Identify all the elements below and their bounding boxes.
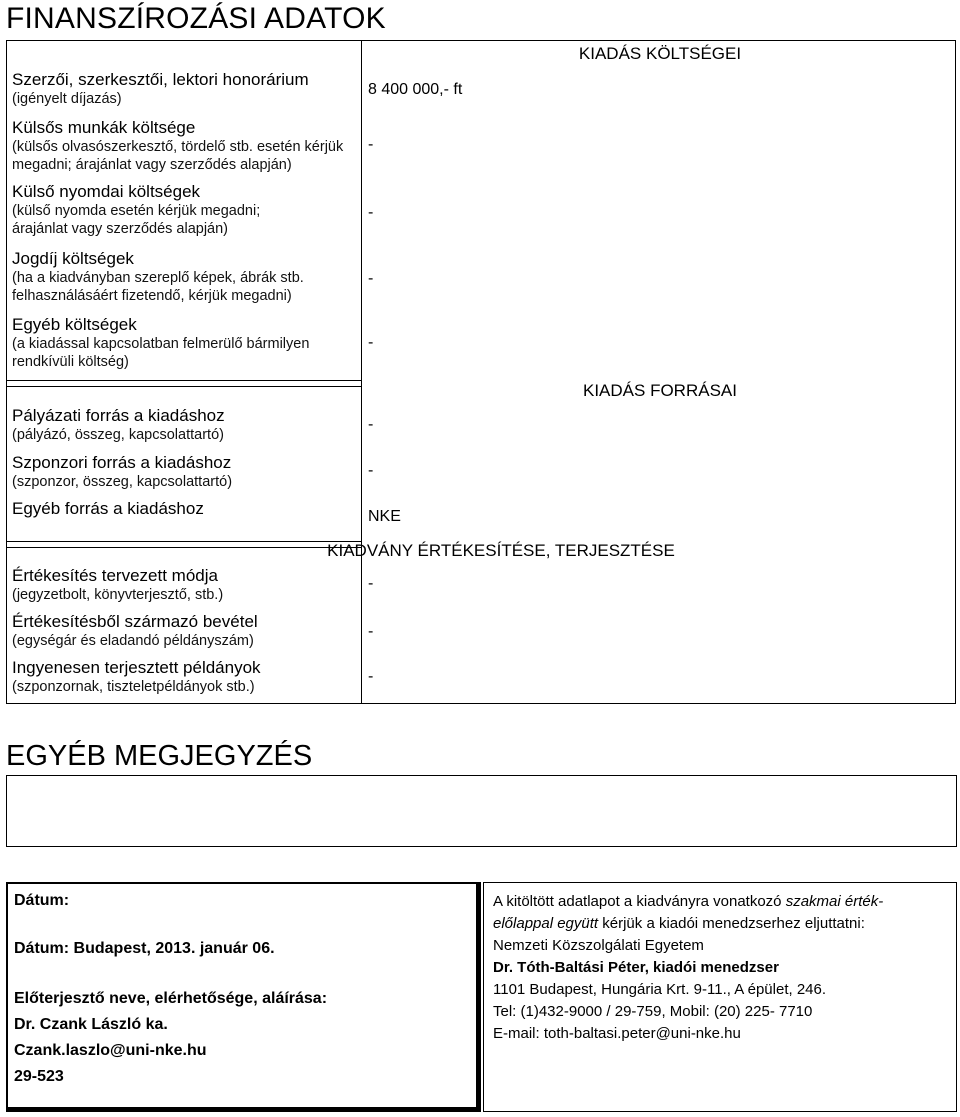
value-field[interactable]: NKE xyxy=(368,508,401,525)
row-free-copies xyxy=(12,657,261,696)
row-sub: rendkívüli költség) xyxy=(12,354,129,370)
sales-header: KIADVÁNY ÉRTÉKESÍTÉSE, TERJESZTÉSE xyxy=(327,541,675,560)
notes-field[interactable] xyxy=(6,775,957,847)
row-sub: (szponzor, összeg, kapcsolattartó) xyxy=(12,474,233,490)
date-value: Dátum: Budapest, 2013. január 06. xyxy=(14,940,275,957)
row-sub: (külsős olvasószerkesztő, tördelő stb. esetén kérjük xyxy=(12,139,344,155)
section-divider xyxy=(7,380,362,381)
value-field[interactable]: - xyxy=(368,462,374,479)
finance-table xyxy=(6,40,956,704)
row-sub: (a kiadással kapcsolatban felmerülő bármilyen xyxy=(12,336,310,352)
row-title: Külsős munkák költsége xyxy=(12,118,196,137)
info-text: A kitöltött adatlapot a kiadványra vonatkozó xyxy=(493,893,786,910)
info-text-italic: szakmai érték- xyxy=(785,893,884,910)
info-line-4: Dr. Tóth-Baltási Péter, kiadói menedzser xyxy=(493,959,779,976)
row-sales-revenue xyxy=(12,611,258,650)
value-field[interactable]: - xyxy=(368,575,374,592)
contact-info-box xyxy=(483,882,957,1112)
row-title: Értékesítés tervezett módja xyxy=(12,566,218,585)
row-title: Szerzői, szerkesztői, lektori honorárium xyxy=(12,70,309,89)
info-line-6: Tel: (1)432-9000 / 29-759, Mobil: (20) 225- 7710 xyxy=(493,1003,813,1020)
row-sub: (szponzornak, tiszteletpéldányok stb.) xyxy=(12,679,255,695)
row-sales-method xyxy=(12,565,223,604)
row-sub: árajánlat vagy szerződés alapján) xyxy=(12,221,229,237)
page-title: FINANSZÍROZÁSI ADATOK xyxy=(6,2,386,35)
row-title: Külső nyomdai költségek xyxy=(12,182,201,201)
submitter-email: Czank.laszlo@uni-nke.hu xyxy=(14,1042,207,1059)
row-title: Egyéb forrás a kiadáshoz xyxy=(12,499,204,518)
row-sub: (egységár és eladandó példányszám) xyxy=(12,633,254,649)
value-field[interactable]: - xyxy=(368,204,374,221)
row-grant-source xyxy=(12,405,225,444)
value-field[interactable]: - xyxy=(368,136,374,153)
row-title: Értékesítésből származó bevétel xyxy=(12,612,258,631)
section-divider xyxy=(7,386,362,387)
value-field[interactable]: - xyxy=(368,623,374,640)
row-other-source xyxy=(12,498,204,519)
row-sub: (jegyzetbolt, könyvterjesztő, stb.) xyxy=(12,587,224,603)
value-field[interactable]: - xyxy=(368,270,374,287)
row-title: Ingyenesen terjesztett példányok xyxy=(12,658,261,677)
info-line-2 xyxy=(493,915,865,932)
row-title: Egyéb költségek xyxy=(12,315,137,334)
row-other-costs xyxy=(12,314,309,371)
row-sub: megadni; árajánlat vagy szerződés alapján) xyxy=(12,157,292,173)
date-label: Dátum: xyxy=(14,892,70,909)
row-printing xyxy=(12,181,260,238)
value-field[interactable]: 8 400 000,- ft xyxy=(368,81,463,98)
info-line-7[interactable]: E-mail: toth-baltasi.peter@uni-nke.hu xyxy=(493,1025,741,1042)
section-divider xyxy=(7,547,362,548)
row-sub: (ha a kiadványban szereplő képek, ábrák stb. xyxy=(12,270,304,286)
info-text: kérjük a kiadói menedzserhez eljuttatni: xyxy=(598,915,865,932)
info-line-5: 1101 Budapest, Hungária Krt. 9-11., A épület, 246. xyxy=(493,981,827,998)
notes-title: EGYÉB MEGJEGYZÉS xyxy=(6,740,313,772)
costs-header: KIADÁS KÖLTSÉGEI xyxy=(578,44,742,63)
info-line-1 xyxy=(493,893,883,910)
row-sub: (pályázó, összeg, kapcsolattartó) xyxy=(12,427,224,443)
value-field[interactable]: - xyxy=(368,668,374,685)
submitter-name: Dr. Czank László ka. xyxy=(14,1016,168,1033)
row-title: Pályázati forrás a kiadáshoz xyxy=(12,406,225,425)
row-title: Jogdíj költségek xyxy=(12,249,134,268)
row-external-work xyxy=(12,117,343,174)
row-royalty xyxy=(12,248,304,305)
info-line-3: Nemzeti Közszolgálati Egyetem xyxy=(493,937,704,954)
section-divider xyxy=(7,541,362,542)
value-field[interactable]: - xyxy=(368,416,374,433)
value-field[interactable]: - xyxy=(368,334,374,351)
row-title: Szponzori forrás a kiadáshoz xyxy=(12,453,232,472)
label-column xyxy=(7,41,362,703)
row-sub: (külső nyomda esetén kérjük megadni; xyxy=(12,203,261,219)
row-honorarium xyxy=(12,69,309,108)
row-sub: felhasználásáért fizetendő, kérjük megadni) xyxy=(12,288,292,304)
info-text-italic: előlappal együtt xyxy=(493,915,599,932)
date-signature-box xyxy=(6,882,481,1112)
submitter-label: Előterjesztő neve, elérhetősége, aláírása: xyxy=(14,990,328,1007)
row-sub: (igényelt díjazás) xyxy=(12,91,122,107)
submitter-phone: 29-523 xyxy=(14,1068,64,1085)
row-sponsor-source xyxy=(12,452,232,491)
sources-header: KIADÁS FORRÁSAI xyxy=(583,381,737,400)
